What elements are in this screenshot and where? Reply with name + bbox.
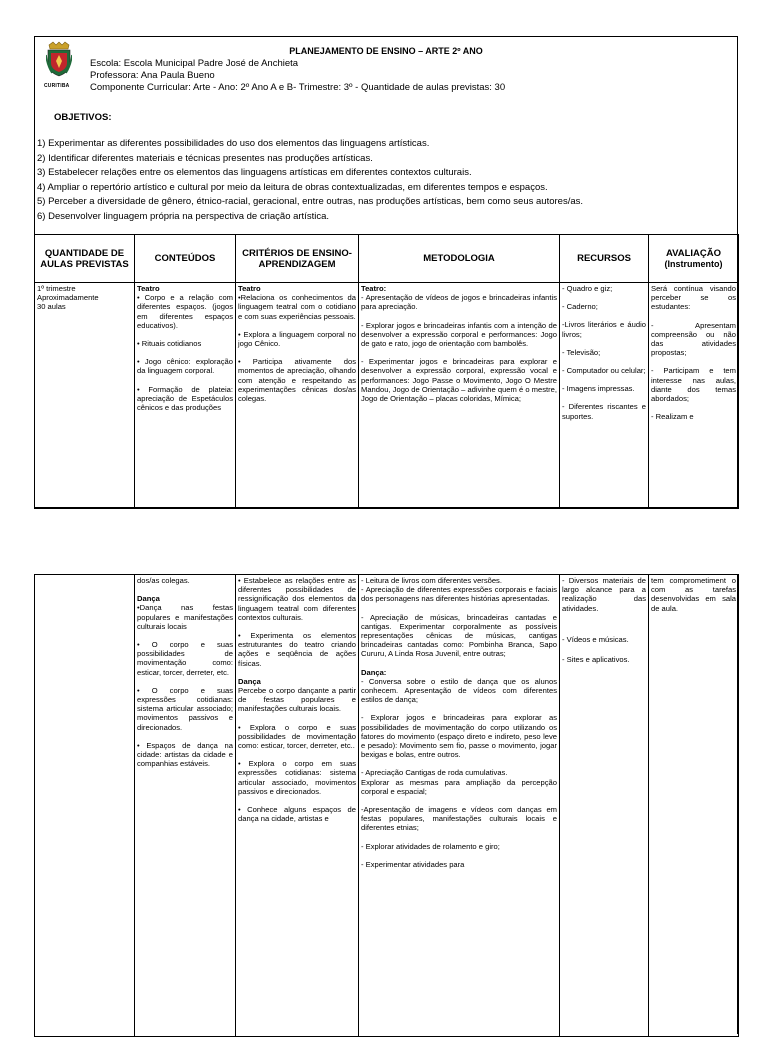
section-heading: Dança: (361, 667, 387, 677)
cell-paragraph: - Participam e tem interesse nas aulas, diante dos temas abordados; (651, 366, 736, 404)
objective-item: 2) Identificar diferentes materiais e técnicas presentes nas produções artísticas. (37, 152, 373, 164)
cell-paragraph: -Apresentação de imagens e vídeos com danças em festas populares, manifestações culturais locais e diferentes etnias; (361, 805, 557, 833)
cell-paragraph: -Livros literários e áudio livros; (562, 320, 646, 339)
cell-paragraph: tem comprometiment o com as tarefas desenvolvidas em sala de aula. (651, 576, 736, 613)
cell-paragraph: • Explora a linguagem corporal no jogo Cênico. (238, 329, 356, 349)
cell-paragraph: - Diferentes riscantes e suportes. (562, 402, 646, 421)
component-line: Componente Curricular: Arte - Ano: 2º Ano A e B- Trimestre: 3º - Quantidade de aulas previstas: 30 (90, 82, 506, 93)
cell-paragraph: - Apresentação de vídeos de jogos e brincadeiras infantis para apreciação. (361, 293, 557, 312)
cell-recursos (560, 283, 649, 509)
logo-caption: CURITIBA (44, 83, 70, 89)
section-heading: Dança (238, 676, 261, 686)
cell-conteudos (135, 575, 236, 1037)
school-line: Escola: Escola Municipal Padre José de Anchieta (90, 58, 299, 69)
cell-metodologia (359, 575, 560, 1037)
cell-paragraph: •Relaciona os conhecimentos da linguagem teatral com o cotidiano e com suas experiências pessoais. (238, 293, 356, 321)
cell-paragraph: • Espaços de dança na cidade: artistas da cidade e companhias estáveis. (137, 740, 233, 769)
cell-paragraph: - Vídeos e músicas. (562, 634, 629, 644)
document-page-2 (34, 574, 738, 1034)
cell-paragraph: - Explorar jogos e brincadeiras infantis com a intenção de desenvolver a expressão corporal e performances: Jogo de gato e rato, jogo de orientação com bambolês. (361, 320, 557, 349)
header-recursos: RECURSOS (560, 235, 649, 283)
table-row (35, 283, 739, 509)
cell-paragraph: - Explorar jogos e brincadeiras para explorar as possibilidades de movimentação do corpo utilizando os fatores do movimento (espaço direto e indireto, peso leve e pesado): Movimento sem fio, passe o movimento, jogar bexigas e bolas, entre outros. (361, 713, 557, 760)
planning-table (34, 234, 739, 509)
cell-paragraph: - Imagens impressas. (562, 384, 635, 394)
cell-paragraph: • Rituais cotidianos (137, 339, 202, 349)
cell-paragraph: Explorar as mesmas para ampliação da percepção corporal e espacial; (361, 777, 557, 796)
cell-paragraph: - Sites e aplicativos. (562, 655, 630, 665)
cell-paragraph: - Apresentam compreensão ou não das atividades propostas; (651, 320, 736, 358)
header-avaliacao-sub: (Instrumento) (664, 258, 723, 269)
cell-paragraph: • O corpo e suas possibilidades de movimentação como: esticar, torcer, derreter, etc. (137, 640, 233, 677)
cell-paragraph: - Apreciação de diferentes expressões corporais e faciais dos personagens nas diferentes histórias apresentadas. (361, 585, 557, 604)
cell-text: - Leitura de livros com diferentes versões. (361, 576, 502, 585)
cell-recursos (560, 575, 649, 1037)
cell-paragraph: •Dança nas festas populares e manifestações culturais locais (137, 603, 233, 631)
header-avaliacao (649, 235, 739, 283)
cell-paragraph: - Realizam e (651, 412, 694, 422)
section-heading: Teatro (137, 284, 160, 293)
cell-paragraph: - Experimentar jogos e brincadeiras para explorar e desenvolver a expressão corporal, expressão vocal e performances: Jogo Passe o Movimento, Jogo O Mestre Mandou, Jogo de Orientação – adivinhe quem é o mestre, Jogo de Orientação – placas coloridas, Mímica; (361, 357, 557, 404)
cell-paragraph: - Computador ou celular; (562, 366, 646, 376)
table-row (35, 575, 739, 1037)
objective-item: 5) Perceber a diversidade de gênero, étnico-racial, geracional, entre outras, nas produções artísticas, bem como seus autores/as. (37, 196, 584, 208)
header-avaliacao-title: AVALIAÇÃO (665, 247, 722, 259)
header-metodologia: METODOLOGIA (359, 235, 560, 283)
objective-item: 1) Experimentar as diferentes possibilidades do uso dos elementos das linguagens artísticas. (37, 138, 430, 149)
cell-paragraph: - Quadro e giz; (562, 284, 613, 293)
table-header-row (35, 235, 739, 283)
cell-paragraph: • Conhece alguns espaços de dança na cidade, artistas e (238, 805, 356, 824)
cell-paragraph: - Televisão; (562, 347, 601, 357)
cell-paragraph: • Participa ativamente dos momentos de apreciação, olhando com atenção e respeitando as experimentações cênicas dos/as colegas. (238, 357, 356, 404)
cell-paragraph: Percebe o corpo dançante a partir de festas populares e manifestações culturais locais. (238, 686, 356, 714)
objectives-list (37, 137, 583, 225)
cell-quantidade (35, 283, 135, 509)
cell-metodologia (359, 283, 560, 509)
cell-text: 30 aulas (37, 302, 66, 312)
cell-criterios (236, 575, 359, 1037)
cell-paragraph: • Experimenta os elementos estruturantes do teatro criando ações e seqüência de ações físicas. (238, 631, 356, 668)
cell-paragraph: • Formação de plateia: apreciação de Espetáculos cênicos e das produções (137, 384, 233, 413)
cell-paragraph: - Apreciação de músicas, brincadeiras cantadas e cantigas. Experimentar corporalmente as possíveis representações cênicas de músicas, cantigas brincadeiras cantadas como: Pombinha Branca, Sapo Cururu, A Linda Rosa Juvenil, entre outras; (361, 612, 557, 659)
objectives-heading: OBJETIVOS: (54, 112, 112, 123)
cell-conteudos (135, 283, 236, 509)
cell-text: Aproximadamente (37, 293, 99, 303)
cell-paragraph: - Experimentar atividades para (361, 859, 465, 869)
page-title: PLANEJAMENTO DE ENSINO – ARTE 2º ANO (289, 46, 483, 56)
cell-paragraph: • Explora o corpo em suas expressões cotidianas: sistema articular associado, movimentos passivos e direcionados. (238, 759, 356, 796)
cell-paragraph: • Corpo e a relação com diferentes espaços. (jogos em diferentes espaços educativos). (137, 293, 233, 330)
header-conteudos: CONTEÚDOS (135, 235, 236, 283)
objective-item: 6) Desenvolver linguagem própria na perspectiva de criação artística. (37, 210, 330, 222)
section-heading: Dança (137, 594, 160, 604)
section-heading: Teatro: (361, 284, 387, 293)
cell-avaliacao (649, 283, 739, 509)
teacher-line: Professora: Ana Paula Bueno (90, 70, 215, 81)
cell-paragraph: • Explora o corpo e suas possibilidades de movimentação como: esticar, torcer, derreter, etc.. (238, 722, 356, 751)
header-criterios: CRITÉRIOS DE ENSINO-APRENDIZAGEM (236, 235, 359, 283)
planning-table-continued (34, 574, 739, 1037)
cell-paragraph: - Diversos materiais de largo alcance para a realização das atividades. (562, 576, 646, 613)
cell-paragraph: - Conversa sobre o estilo de dança que os alunos conhecem. Apresentação de vídeos com diferentes estilos de dança; (361, 676, 557, 705)
cell-avaliacao (649, 575, 739, 1037)
cell-paragraph: - Explorar atividades de rolamento e giro; (361, 841, 500, 851)
cell-text: 1º trimestre (37, 284, 76, 293)
cell-paragraph: • O corpo e suas expressões cotidianas: sistema articular associado; movimentos passivos e direcionados. (137, 685, 233, 732)
section-heading: Teatro (238, 284, 261, 293)
cell-criterios (236, 283, 359, 509)
cell-text: - Apreciação Cantigas de roda cumulativas. (361, 768, 508, 778)
cell-paragraph: • Estabelece as relações entre as diferentes possibilidades de ressignificação dos elementos da linguagem teatral com diferentes contextos culturais. (238, 576, 356, 622)
objective-item: 3) Estabelecer relações entre os elementos das linguagens artísticas em diferentes contextos culturais. (37, 167, 472, 179)
cell-paragraph: dos/as colegas. (137, 576, 190, 585)
document-page-1 (34, 36, 738, 508)
cell-paragraph: - Caderno; (562, 302, 598, 312)
cell-paragraph: • Jogo cênico: exploração da linguagem corporal. (137, 357, 233, 376)
header-quantidade: QUANTIDADE DE AULAS PREVISTAS (35, 235, 135, 283)
objective-item: 4) Ampliar o repertório artístico e cultural por meio da leitura de obras contextualizadas, em diferentes tempos e espaços. (37, 181, 548, 193)
cell-paragraph: Será contínua visando perceber se os estudantes: (651, 284, 736, 312)
cell-quantidade (35, 575, 135, 1037)
